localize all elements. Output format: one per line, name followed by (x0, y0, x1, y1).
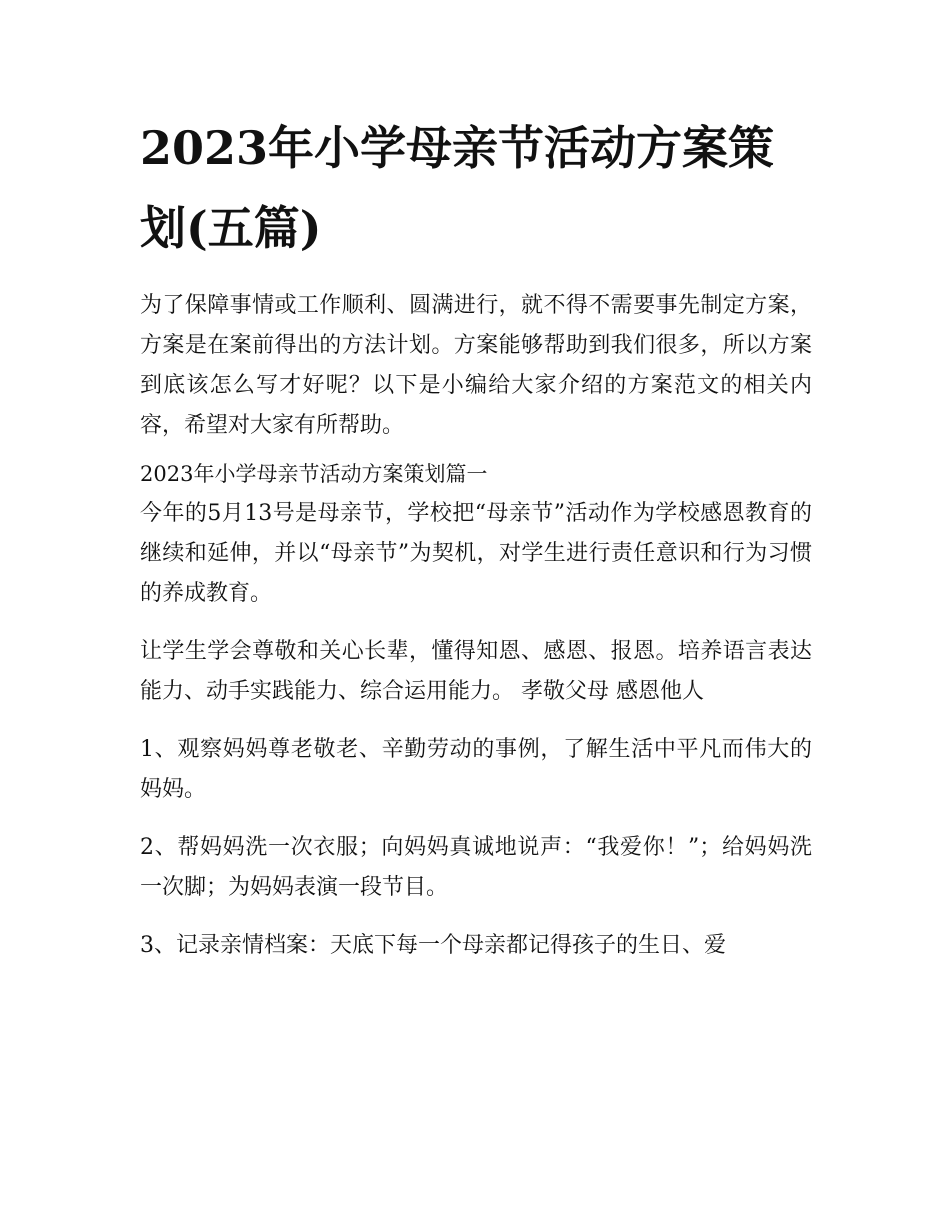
body-paragraph-1: 今年的5月13号是母亲节，学校把“母亲节”活动作为学校感恩教育的继续和延伸，并以“母亲节”为契机，对学生进行责任意识和行为习惯的养成教育。 (140, 501, 812, 606)
list-item-3: 3、记录亲情档案：天底下每一个母亲都记得孩子的生日、爱 (140, 933, 726, 958)
body-paragraph-2: 让学生学会尊敬和关心长辈，懂得知恩、感恩、报恩。培养语言表达能力、动手实践能力、综合运用能力。 孝敬父母 感恩他人 (140, 639, 812, 704)
list-item-2: 2、帮妈妈洗一次衣服；向妈妈真诚地说声：“我爱你！”；给妈妈洗一次脚；为妈妈表演一段节目。 (140, 835, 812, 900)
section-heading: 2023年小学母亲节活动方案策划篇一 (140, 462, 488, 486)
list-item-1: 1、观察妈妈尊老敬老、辛勤劳动的事例，了解生活中平凡而伟大的妈妈。 (140, 737, 812, 802)
document-page (140, 108, 812, 966)
intro-paragraph: 为了保障事情或工作顺利、圆满进行，就不得不需要事先制定方案，方案是在案前得出的方法计划。方案能够帮助到我们很多，所以方案到底该怎么写才好呢？以下是小编给大家介绍的方案范文的相关内容，希望对大家有所帮助。 (140, 293, 812, 438)
document-title: 2023年小学母亲节活动方案策划(五篇) (140, 121, 775, 255)
